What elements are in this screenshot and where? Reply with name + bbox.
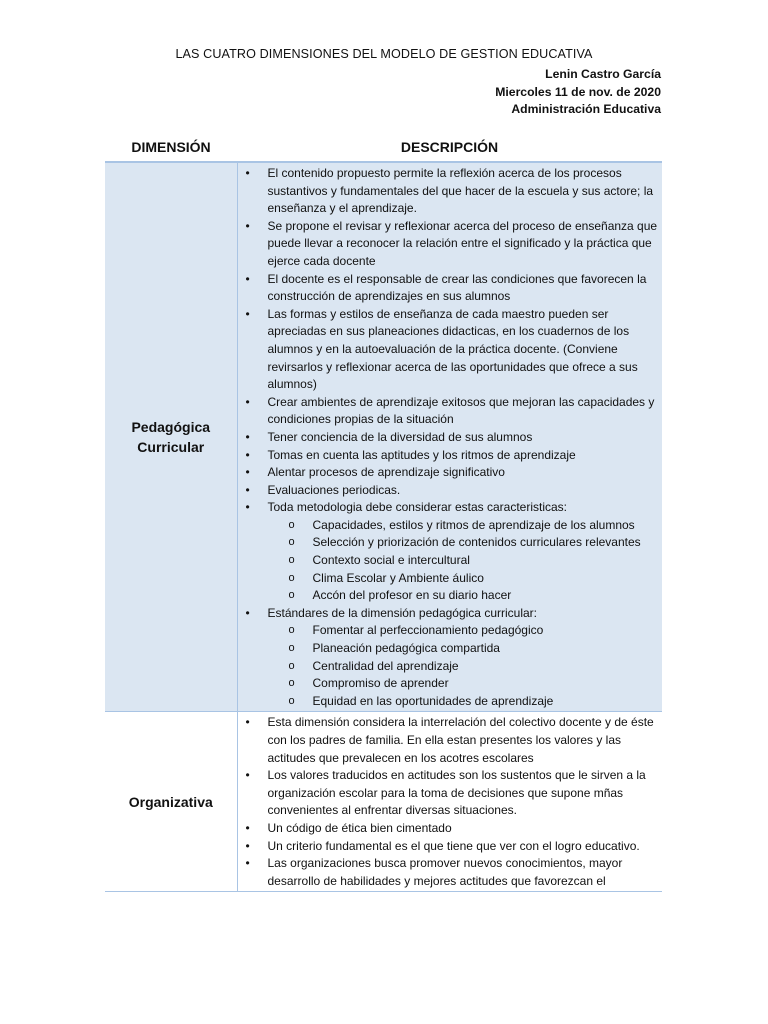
bullet-item (238, 499, 659, 605)
bullet-text: Un criterio fundamental es el que tiene que ver con el logro educativo. (267, 838, 640, 853)
table-header-row (105, 132, 662, 162)
author-name: Lenin Castro García (545, 67, 661, 81)
description-cell (237, 162, 662, 712)
bullet-text: El contenido propuesto permite la reflexión acerca de los procesos sustantivos y fundamentales del que hacer de la escuela y sus actore; la enseñanza y el aprendizaje. (267, 166, 654, 216)
document-meta (495, 66, 661, 119)
sub-bullet-item: o Equidad en las oportunidades de aprendizaje (268, 693, 659, 711)
bullet-item (238, 218, 659, 271)
bullet-text: Se propone el revisar y reflexionar acerca del proceso de enseñanza que puede llevar a reconocer la relación entre el significado y la práctica que ejerce cada docente (267, 218, 658, 268)
description-column-header: DESCRIPCIÓN (237, 132, 662, 162)
bullet-item (238, 429, 659, 447)
sub-bullet-item: o Compromiso de aprender (268, 675, 659, 693)
sub-bullet-item: o Capacidades, estilos y ritmos de aprendizaje de los alumnos (268, 517, 659, 535)
bullet-item (238, 714, 659, 767)
bullet-text: Alentar procesos de aprendizaje significativo (267, 465, 505, 480)
dimension-name-cell (105, 162, 237, 712)
dimension-column-header: DIMENSIÓN (105, 132, 237, 162)
bullet-item (238, 271, 659, 306)
bullet-text: Las formas y estilos de enseñanza de cada maestro pueden ser apreciadas en sus planeaciones didacticas, en los cuadernos de los alumnos y en la autoevaluación de la práctica docente. (Conviene revirsarlos y reflexionar acerca de las oportunidades que ofrece a sus alumnos) (267, 306, 638, 392)
table-row-organizativa (105, 712, 662, 892)
table-row-pedagogica (105, 162, 662, 712)
bullet-item (238, 306, 659, 394)
dimension-name-cell (105, 712, 237, 892)
bullet-text: Tomas en cuenta las aptitudes y los ritmos de aprendizaje (267, 447, 576, 462)
bullet-item (238, 838, 659, 856)
bullet-text: Esta dimensión considera la interrelación del colectivo docente y de éste con los padres de familia. En ella estan presentes los valores y las actitudes que prevalecen en los acotres escolares (267, 715, 654, 765)
bullet-item (238, 394, 659, 429)
sub-bullet-item: o Centralidad del aprendizaje (268, 658, 659, 676)
bullet-list (238, 714, 659, 890)
bullet-item (238, 447, 659, 465)
bullet-text: Las organizaciones busca promover nuevos conocimientos, mayor desarrollo de habilidades y mejores actitudes que favorezcan el (267, 856, 623, 888)
document-date: Miercoles 11 de nov. de 2020 (495, 84, 661, 99)
sub-bullet-item: o Accón del profesor en su diario hacer (268, 587, 659, 605)
sub-bullet-item: o Contexto social e intercultural (268, 552, 659, 570)
bullet-text: Los valores traducidos en actitudes son los sustentos que le sirven a la organización escolar para la toma de decisiones que supone mñas convenientes al enfrentar diversas situaciones. (267, 768, 646, 818)
sub-bullet-list (268, 517, 659, 605)
bullet-item (238, 482, 659, 500)
sub-bullet-item: o Planeación pedagógica compartida (268, 640, 659, 658)
bullet-text: Un código de ética bien cimentado (267, 820, 452, 835)
bullet-item (238, 605, 659, 711)
bullet-text: Estándares de la dimensión pedagógica curricular: (267, 605, 537, 620)
bullet-text: Crear ambientes de aprendizaje exitosos que mejoran las capacidades y condiciones propias de la situación (267, 394, 655, 427)
bullet-item (238, 820, 659, 838)
description-cell (237, 712, 662, 892)
bullet-text: El docente es el responsable de crear las condiciones que favorecen la construcción de aprendizajes en sus alumnos (267, 271, 647, 304)
dimension-name-line: Pedagógica (131, 419, 211, 436)
bullet-text: Tener conciencia de la diversidad de sus alumnos (267, 429, 533, 444)
dimensions-table (105, 132, 662, 892)
dimension-name-line: Curricular (137, 439, 205, 456)
course-name: Administración Educativa (511, 102, 661, 116)
sub-bullet-list (268, 622, 659, 710)
bullet-item (238, 165, 659, 218)
bullet-item (238, 464, 659, 482)
dimension-name-line: Organizativa (128, 793, 213, 810)
table-body (105, 162, 662, 892)
sub-bullet-item: o Clima Escolar y Ambiente áulico (268, 570, 659, 588)
bullet-text: Toda metodologia debe considerar estas caracteristicas: (267, 500, 567, 515)
sub-bullet-item: o Selección y priorización de contenidos curriculares relevantes (268, 534, 659, 552)
bullet-item (238, 767, 659, 820)
sub-bullet-item: o Fomentar al perfeccionamiento pedagógico (268, 622, 659, 640)
bullet-item (238, 855, 659, 890)
bullet-text: Evaluaciones periodicas. (267, 482, 401, 497)
document-title: LAS CUATRO DIMENSIONES DEL MODELO DE GESTION EDUCATIVA (175, 47, 593, 61)
bullet-list (238, 165, 659, 710)
